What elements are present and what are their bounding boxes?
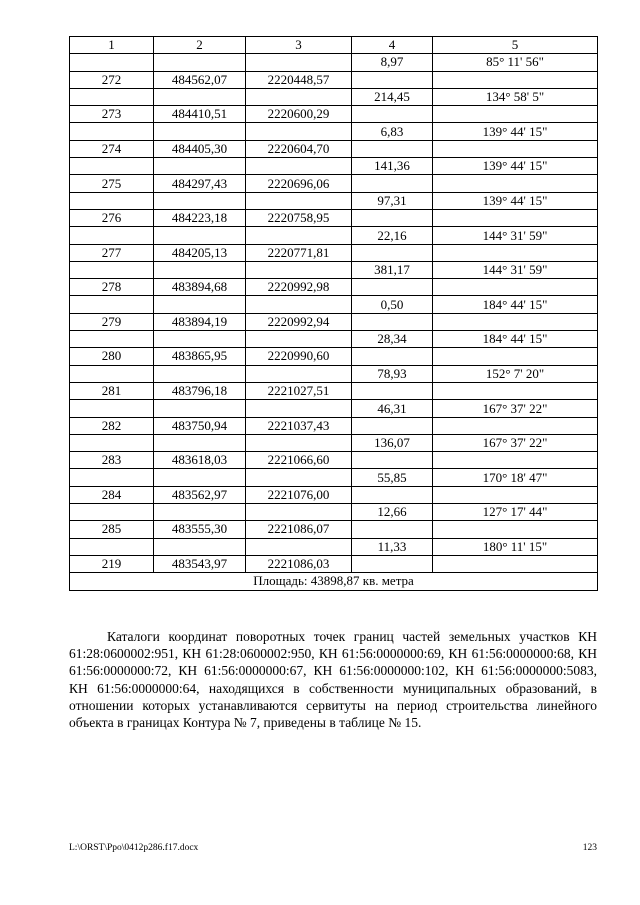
segment-angle: 184° 44' 15"	[433, 331, 598, 348]
area-row	[70, 573, 598, 590]
segment-row	[70, 54, 598, 71]
point-x: 483865,95	[154, 348, 246, 365]
point-y: 2220992,98	[246, 279, 352, 296]
segment-row	[70, 538, 598, 555]
point-row	[70, 486, 598, 503]
area-total: Площадь: 43898,87 кв. метра	[70, 573, 598, 590]
point-x: 484410,51	[154, 106, 246, 123]
segment-row	[70, 365, 598, 382]
segment-distance: 214,45	[352, 88, 433, 105]
point-row	[70, 209, 598, 226]
segment-angle: 139° 44' 15"	[433, 192, 598, 209]
point-y: 2220448,57	[246, 71, 352, 88]
footer-file-path: L:\ORST\Ppo\0412p286.f17.docx	[69, 843, 199, 853]
point-row	[70, 555, 598, 572]
segment-row	[70, 227, 598, 244]
point-number: 277	[70, 244, 154, 261]
point-y: 2220758,95	[246, 209, 352, 226]
point-y: 2221086,07	[246, 521, 352, 538]
point-y: 2221076,00	[246, 486, 352, 503]
point-row	[70, 244, 598, 261]
point-y: 2220771,81	[246, 244, 352, 261]
point-row	[70, 71, 598, 88]
point-y: 2220696,06	[246, 175, 352, 192]
segment-distance: 28,34	[352, 331, 433, 348]
segment-angle: 127° 17' 44"	[433, 504, 598, 521]
segment-angle: 170° 18' 47"	[433, 469, 598, 486]
segment-distance: 141,36	[352, 158, 433, 175]
point-x: 484205,13	[154, 244, 246, 261]
segment-distance: 381,17	[352, 261, 433, 278]
point-y: 2221086,03	[246, 555, 352, 572]
point-y: 2220600,29	[246, 106, 352, 123]
point-number: 278	[70, 279, 154, 296]
segment-row	[70, 158, 598, 175]
point-row	[70, 140, 598, 157]
point-number: 276	[70, 209, 154, 226]
point-x: 484297,43	[154, 175, 246, 192]
point-row	[70, 452, 598, 469]
point-number: 285	[70, 521, 154, 538]
point-y: 2221037,43	[246, 417, 352, 434]
point-row	[70, 313, 598, 330]
segment-angle: 152° 7' 20"	[433, 365, 598, 382]
segment-distance: 97,31	[352, 192, 433, 209]
point-row	[70, 175, 598, 192]
segment-distance: 78,93	[352, 365, 433, 382]
segment-distance: 22,16	[352, 227, 433, 244]
segment-row	[70, 123, 598, 140]
point-x: 483562,97	[154, 486, 246, 503]
point-x: 483894,19	[154, 313, 246, 330]
segment-row	[70, 88, 598, 105]
point-x: 483796,18	[154, 382, 246, 399]
footer-page-number: 123	[582, 843, 597, 853]
point-y: 2220992,94	[246, 313, 352, 330]
point-x: 484405,30	[154, 140, 246, 157]
point-row	[70, 382, 598, 399]
point-x: 483543,97	[154, 555, 246, 572]
segment-distance: 46,31	[352, 400, 433, 417]
segment-angle: 167° 37' 22"	[433, 400, 598, 417]
header-col-2: 2	[154, 37, 246, 54]
coordinates-table-body	[70, 37, 598, 591]
segment-row	[70, 469, 598, 486]
point-row	[70, 521, 598, 538]
segment-distance: 6,83	[352, 123, 433, 140]
segment-angle: 139° 44' 15"	[433, 123, 598, 140]
point-x: 483894,68	[154, 279, 246, 296]
point-number: 282	[70, 417, 154, 434]
segment-angle: 180° 11' 15"	[433, 538, 598, 555]
point-number: 283	[70, 452, 154, 469]
point-x: 484223,18	[154, 209, 246, 226]
point-y: 2220990,60	[246, 348, 352, 365]
header-col-5: 5	[433, 37, 598, 54]
point-x: 484562,07	[154, 71, 246, 88]
point-x: 483618,03	[154, 452, 246, 469]
segment-row	[70, 434, 598, 451]
segment-angle: 134° 58' 5"	[433, 88, 598, 105]
segment-distance: 12,66	[352, 504, 433, 521]
segment-angle: 144° 31' 59"	[433, 227, 598, 244]
point-number: 219	[70, 555, 154, 572]
segment-row	[70, 331, 598, 348]
header-col-1: 1	[70, 37, 154, 54]
point-number: 284	[70, 486, 154, 503]
description-paragraph	[69, 628, 597, 731]
point-x: 483555,30	[154, 521, 246, 538]
segment-distance: 8,97	[352, 54, 433, 71]
segment-row	[70, 296, 598, 313]
point-number: 279	[70, 313, 154, 330]
segment-angle: 85° 11' 56"	[433, 54, 598, 71]
point-row	[70, 279, 598, 296]
segment-row	[70, 400, 598, 417]
point-number: 274	[70, 140, 154, 157]
header-col-3: 3	[246, 37, 352, 54]
header-col-4: 4	[352, 37, 433, 54]
point-number: 272	[70, 71, 154, 88]
point-row	[70, 417, 598, 434]
segment-angle: 139° 44' 15"	[433, 158, 598, 175]
segment-distance: 11,33	[352, 538, 433, 555]
point-number: 275	[70, 175, 154, 192]
point-row	[70, 348, 598, 365]
point-y: 2221027,51	[246, 382, 352, 399]
segment-distance: 55,85	[352, 469, 433, 486]
segment-row	[70, 504, 598, 521]
segment-distance: 136,07	[352, 434, 433, 451]
paragraph-text: Каталоги координат поворотных точек границ частей земельных участков КН 61:28:0600002:951, КН 61:28:0600002:950, КН 61:56:0000000:69, КН 61:56:0000000:68, КН 61:56:0000000:72, КН 61:56:0000000:67, КН 61:56:0000000:102, КН 61:56:0000000:5083, КН 61:56:0000000:64, находящихся в собственности муниципальных образований, в отношении которых устанавливаются сервитуты на период строительства линейного объекта в границах Контура № 7, приведены в таблице № 15.	[69, 629, 597, 731]
segment-angle: 167° 37' 22"	[433, 434, 598, 451]
point-y: 2220604,70	[246, 140, 352, 157]
point-row	[70, 106, 598, 123]
point-number: 281	[70, 382, 154, 399]
segment-angle: 184° 44' 15"	[433, 296, 598, 313]
segment-distance: 0,50	[352, 296, 433, 313]
coordinates-table	[69, 36, 598, 591]
point-x: 483750,94	[154, 417, 246, 434]
segment-row	[70, 261, 598, 278]
segment-row	[70, 192, 598, 209]
point-y: 2221066,60	[246, 452, 352, 469]
point-number: 280	[70, 348, 154, 365]
segment-angle: 144° 31' 59"	[433, 261, 598, 278]
point-number: 273	[70, 106, 154, 123]
table-header-row	[70, 37, 598, 54]
